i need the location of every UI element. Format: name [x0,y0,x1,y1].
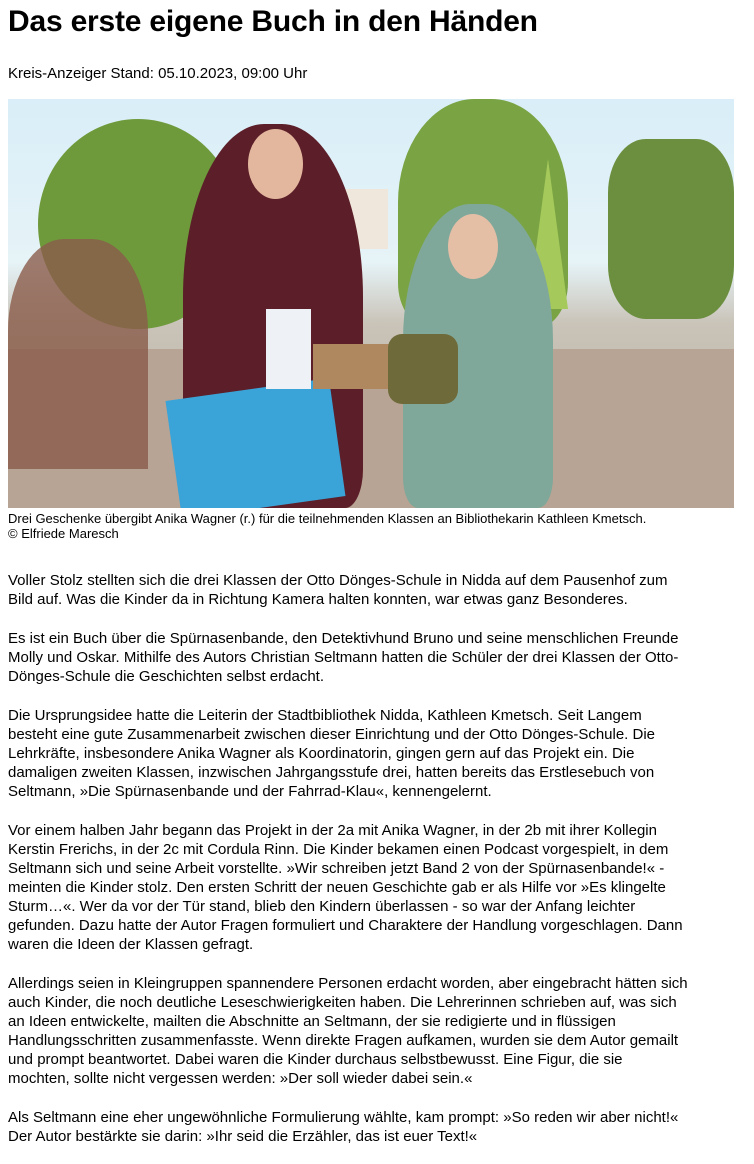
paragraph-line: gefunden. Dazu hatte der Autor Fragen formuliert und Charaktere der Handlung vorgeschlagen. Dann [8,917,683,934]
paragraph-line: Molly und Oskar. Mithilfe des Autors Christian Seltmann hatten die Schüler der drei Klassen der Otto- [8,649,679,666]
paragraph-line: Vor einem halben Jahr begann das Projekt in der 2a mit Anika Wagner, in der 2b mit ihrer Kollegin [8,822,657,839]
article-title: Das erste eigene Buch in den Händen [8,5,538,38]
paragraph-line: waren die Ideen der Klassen gefragt. [8,936,254,953]
article-paragraph [8,974,746,1088]
photo-caption [8,511,746,541]
paragraph-line: Der Autor bestärkte sie darin: »Ihr seid die Erzähler, das ist euer Text!« [8,1128,478,1145]
article-paragraph [8,1108,746,1146]
paragraph-line: und prompt beantwortet. Dabei waren die Kinder durchaus selbstbewusst. Eine Figur, die sie [8,1051,623,1068]
paragraph-line: Voller Stolz stellten sich die drei Klassen der Otto Dönges-Schule in Nidda auf dem Pausenhof zum [8,572,668,589]
paragraph-line: mochten, sollte nicht vergessen werden: »Der soll wieder dabei sein.« [8,1070,473,1087]
paragraph-line: Handlungsschritten zusammenfasste. Wenn direkte Fragen aufkamen, wurden sie dem Autor gemailt [8,1032,679,1049]
article-body [8,571,746,1146]
paragraph-line: Allerdings seien in Kleingruppen spannendere Personen erdacht worden, aber eingebracht hätten sich [8,975,688,992]
article-paragraph [8,571,746,609]
paragraph-line: Lehrkräfte, insbesondere Anika Wagner als Koordinatorin, gingen gern auf das Projekt ein. Die [8,745,635,762]
paragraph-line: meinten die Kinder stolz. Den ersten Schritt der neuen Geschichte gab er als Hilfe vor »Es klingelte [8,879,666,896]
paragraph-line: Sturm…«. Wer da vor der Tür stand, blieb den Kindern überlassen - so war der Anfang leichter [8,898,636,915]
article-paragraph [8,821,746,954]
paragraph-line: an Ideen entwickelte, mailten die Abschnitte an Seltmann, der sie redigierte und in flüssigen [8,1013,616,1030]
paragraph-line: Es ist ein Buch über die Spürnasenbande, den Detektivhund Bruno und seine menschlichen Freunde [8,630,679,647]
paragraph-line: besteht eine gute Zusammenarbeit zwischen dieser Einrichtung und der Otto Dönges-Schule. Die [8,726,656,743]
paragraph-line: Seltmann, »Die Spürnasenbande und der Fahrrad-Klau«, kennengelernt. [8,783,492,800]
paragraph-line: Dönges-Schule die Geschichten selbst erdacht. [8,668,325,685]
photo-credit: © Elfriede Maresch [8,526,119,541]
article-meta: Kreis-Anzeiger Stand: 05.10.2023, 09:00 Uhr [8,65,308,82]
paragraph-line: Bild auf. Was die Kinder da in Richtung Kamera halten konnten, war etwas ganz Besonderes. [8,591,628,608]
paragraph-line: Die Ursprungsidee hatte die Leiterin der Stadtbibliothek Nidda, Kathleen Kmetsch. Seit Langem [8,707,642,724]
caption-text: Drei Geschenke übergibt Anika Wagner (r.) für die teilnehmenden Klassen an Bibliothekarin Kathleen Kmetsch. [8,511,647,526]
paragraph-line: auch Kinder, die noch deutliche Leseschwierigkeiten haben. Die Lehrerinnen schrieben auf, was sich [8,994,677,1011]
paragraph-line: Kerstin Frerichs, in der 2c mit Cordula Rinn. Die Kinder bekamen einen Podcast vorgespielt, in dem [8,841,669,858]
paragraph-line: Seltmann sich und seine Arbeit vorstellte. »Wir schreiben jetzt Band 2 von der Spürnasenbande!« - [8,860,665,877]
article-photo [8,99,734,508]
article-paragraph [8,629,746,686]
paragraph-line: Als Seltmann eine eher ungewöhnliche Formulierung wählte, kam prompt: »So reden wir aber nicht!« [8,1109,679,1126]
paragraph-line: damaligen zweiten Klassen, inzwischen Jahrgangsstufe drei, hatten bereits das Erstlesebuch von [8,764,655,781]
article-paragraph [8,706,746,801]
